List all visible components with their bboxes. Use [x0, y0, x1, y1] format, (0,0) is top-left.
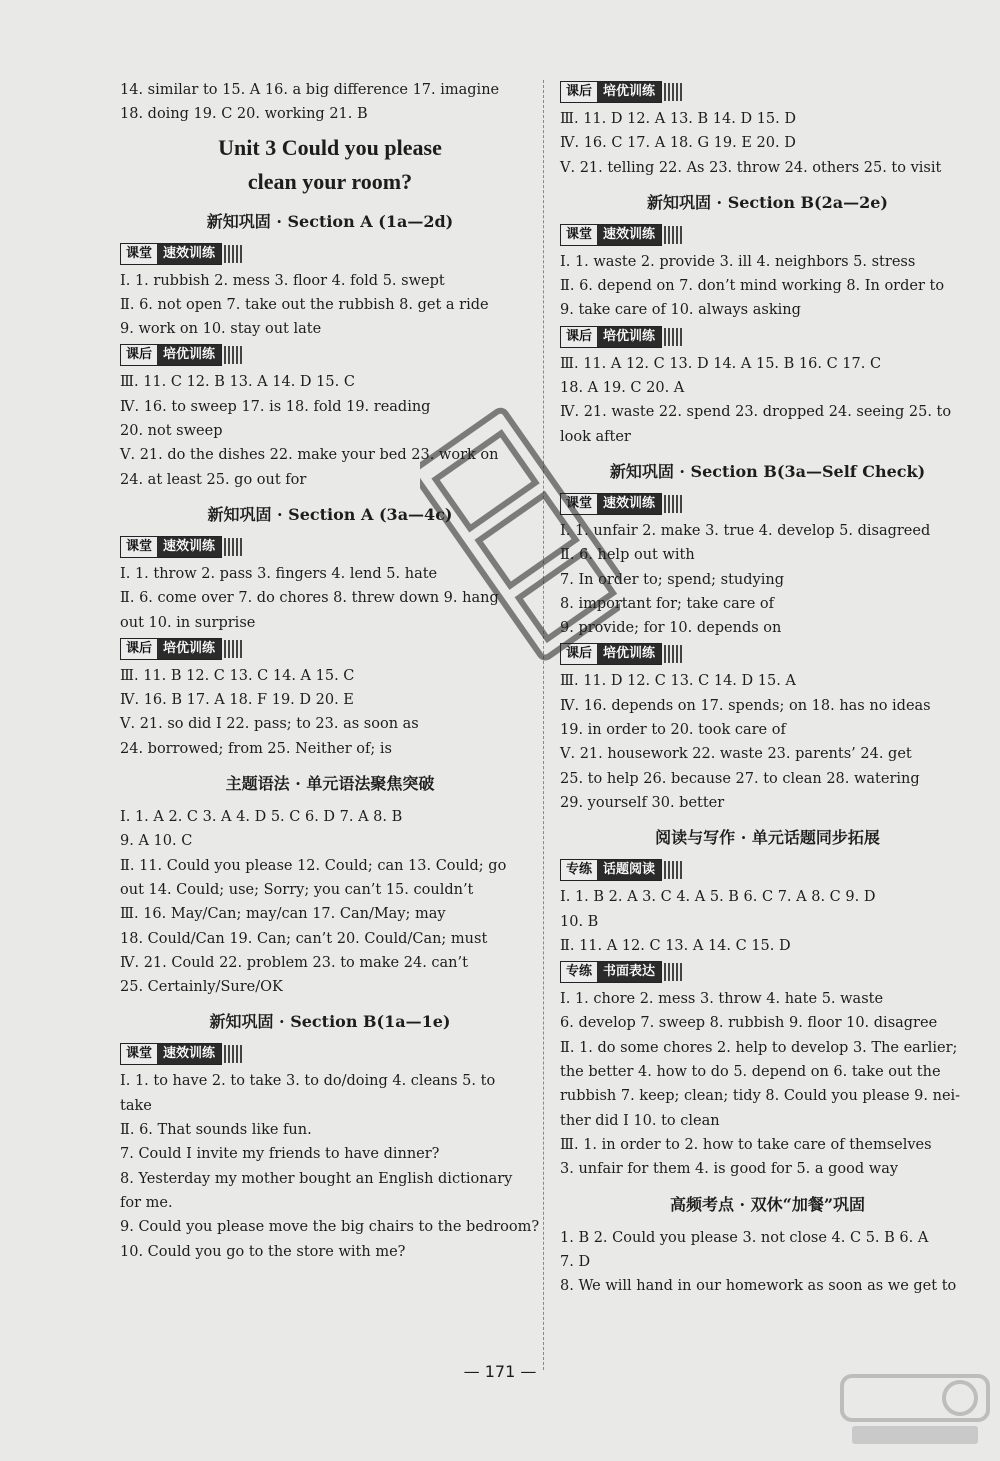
badge-label: 速效训练 — [597, 225, 661, 245]
badge-label: 课后 — [121, 345, 157, 365]
section-title: 主题语法 · 单元语法聚焦突破 — [225, 774, 435, 794]
answer-line: Ⅰ. 1. B 2. A 3. C 4. A 5. B 6. C 7. A 8. C 9. D — [560, 889, 876, 906]
answer-line: Ⅲ. 1. in order to 2. how to take care of themselves — [560, 1136, 932, 1153]
answer-line: Ⅰ. 1. throw 2. pass 3. fingers 4. lend 5. hate — [120, 565, 438, 582]
answer-line: 1. B 2. Could you please 3. not close 4. C 5. B 6. A — [560, 1229, 929, 1246]
answer-line: Ⅰ. 1. waste 2. provide 3. ill 4. neighbors 5. stress — [560, 253, 916, 270]
answer-line: 7. D — [560, 1253, 591, 1270]
answer-line: 8. We will hand in our homework as soon as we get to — [560, 1278, 957, 1295]
answer-line: Ⅱ. 6. not open 7. take out the rubbish 8. get a ride — [120, 296, 489, 313]
answer-line: 9. provide; for 10. depends on — [560, 620, 782, 637]
practice-badge — [120, 638, 540, 660]
badge-stripes — [664, 226, 682, 244]
answer-line: take — [120, 1097, 152, 1114]
answer-line: Ⅲ. 11. C 12. B 13. A 14. D 15. C — [120, 374, 355, 391]
answer-line: Ⅱ. 11. Could you please 12. Could; can 13. Could; go — [120, 857, 507, 874]
answer-line: Ⅳ. 16. B 17. A 18. F 19. D 20. E — [120, 692, 354, 709]
answer-line: Ⅴ. 21. telling 22. As 23. throw 24. others 25. to visit — [560, 159, 942, 176]
answer-line: the better 4. how to do 5. depend on 6. take out the — [560, 1064, 941, 1081]
badge-label: 培优训练 — [597, 327, 661, 347]
answer-line: 10. B — [560, 913, 599, 930]
unit-title — [120, 131, 540, 199]
badge-label: 培优训练 — [157, 639, 221, 659]
badge-stripes — [664, 861, 682, 879]
unit-title-line-1: Unit 3 Could you please — [218, 134, 442, 160]
answer-line: Ⅲ. 11. A 12. C 13. D 14. A 15. B 16. C 17. C — [560, 355, 882, 372]
badge-stripes — [664, 83, 682, 101]
badge-stripes — [664, 495, 682, 513]
answer-line: Ⅳ. 21. waste 22. spend 23. dropped 24. seeing 25. to — [560, 404, 952, 421]
badge-stripes — [224, 538, 242, 556]
answer-line: 9. Could you please move the big chairs to the bedroom? — [120, 1219, 540, 1236]
practice-badge — [560, 961, 975, 983]
badge-label: 培优训练 — [597, 82, 661, 102]
section-title: 阅读与写作 · 单元话题同步拓展 — [655, 828, 880, 848]
badge-label: 速效训练 — [157, 537, 221, 557]
answer-line: 19. in order to 20. took care of — [560, 722, 786, 739]
answer-line: 9. take care of 10. always asking — [560, 302, 801, 319]
badge-label: 课堂 — [121, 537, 157, 557]
answer-line: out 10. in surprise — [120, 614, 256, 631]
page-number: 171 — [484, 1362, 516, 1381]
answer-line: 18. Could/Can 19. Can; can’t 20. Could/Can; must — [120, 930, 488, 947]
left-column — [120, 78, 540, 1264]
section-title: 新知巩固 · Section B(2a—2e) — [646, 192, 888, 212]
badge-label: 速效训练 — [597, 494, 661, 514]
answer-line: Ⅱ. 6. That sounds like fun. — [120, 1122, 312, 1139]
site-watermark-icon — [840, 1371, 990, 1451]
answer-line: 3. unfair for them 4. is good for 5. a good way — [560, 1161, 899, 1178]
answer-line: Ⅴ. 21. housework 22. waste 23. parents’ 24. get — [560, 746, 912, 763]
badge-stripes — [664, 328, 682, 346]
answer-line: 7. In order to; spend; studying — [560, 571, 784, 588]
badge-label: 课后 — [561, 82, 597, 102]
column-divider — [543, 80, 544, 1370]
practice-badge — [120, 243, 540, 265]
badge-label: 课后 — [561, 644, 597, 664]
badge-label: 专练 — [561, 860, 597, 880]
answer-line: 9. A 10. C — [120, 833, 193, 850]
answer-line: 20. not sweep — [120, 423, 223, 440]
practice-badge — [120, 1043, 540, 1065]
badge-label: 书面表达 — [597, 962, 661, 982]
section-title: 新知巩固 · Section A (1a—2d) — [206, 211, 454, 231]
answer-line: Ⅱ. 1. do some chores 2. help to develop 3. The earlier; — [560, 1039, 958, 1056]
answer-line: Ⅲ. 11. B 12. C 13. C 14. A 15. C — [120, 667, 355, 684]
answer-line: 14. similar to 15. A 16. a big difference 17. imagine — [120, 82, 500, 98]
answer-line: rubbish 7. keep; clean; tidy 8. Could you please 9. nei- — [560, 1088, 961, 1105]
section-title: 高频考点 · 双休“加餐”巩固 — [669, 1194, 866, 1214]
section-title: 新知巩固 · Section B(1a—1e) — [209, 1012, 451, 1032]
answer-line: Ⅲ. 16. May/Can; may/can 17. Can/May; may — [120, 906, 446, 923]
badge-stripes — [224, 245, 242, 263]
answer-line: Ⅰ. 1. chore 2. mess 3. throw 4. hate 5. waste — [560, 991, 884, 1008]
answer-line: Ⅴ. 21. do the dishes 22. make your bed 23. work on — [120, 447, 499, 464]
badge-label: 培优训练 — [157, 345, 221, 365]
answer-line: ther did I 10. to clean — [560, 1112, 720, 1129]
answer-line: 7. Could I invite my friends to have dinner? — [120, 1146, 440, 1163]
section-title: 新知巩固 · Section B(3a—Self Check) — [609, 461, 926, 481]
practice-badge — [560, 643, 975, 665]
practice-badge — [120, 536, 540, 558]
badge-label: 课堂 — [561, 494, 597, 514]
badge-stripes — [664, 645, 682, 663]
answer-line: Ⅱ. 6. depend on 7. don’t mind working 8. In order to — [560, 278, 945, 295]
practice-badge — [560, 81, 975, 103]
badge-label: 课堂 — [121, 1044, 157, 1064]
answer-line: Ⅲ. 11. D 12. C 13. C 14. D 15. A — [560, 673, 796, 690]
badge-stripes — [224, 1045, 242, 1063]
answer-line: 9. work on 10. stay out late — [120, 321, 322, 338]
answer-line: Ⅲ. 11. D 12. A 13. B 14. D 15. D — [560, 111, 796, 127]
answer-line: look after — [560, 428, 631, 445]
practice-badge — [560, 224, 975, 246]
page-footer: — 171 — — [463, 1362, 537, 1381]
badge-label: 速效训练 — [157, 1044, 221, 1064]
badge-stripes — [224, 346, 242, 364]
answer-line: Ⅳ. 21. Could 22. problem 23. to make 24. can’t — [120, 954, 468, 971]
answer-line: Ⅱ. 6. come over 7. do chores 8. threw down 9. hang — [120, 590, 499, 607]
unit-title-line-2: clean your room? — [247, 168, 413, 194]
answer-line: 8. Yesterday my mother bought an English dictionary — [120, 1170, 513, 1187]
badge-label: 培优训练 — [597, 644, 661, 664]
answer-line: 24. borrowed; from 25. Neither of; is — [120, 740, 392, 757]
answer-line: Ⅴ. 21. so did I 22. pass; to 23. as soon as — [120, 716, 419, 733]
badge-label: 课堂 — [561, 225, 597, 245]
practice-badge — [560, 859, 975, 881]
answer-line: for me. — [120, 1194, 173, 1211]
answer-line: 29. yourself 30. better — [560, 794, 725, 811]
badge-label: 课后 — [121, 639, 157, 659]
answer-line: 25. to help 26. because 27. to clean 28. watering — [560, 770, 920, 787]
answer-line: Ⅳ. 16. to sweep 17. is 18. fold 19. reading — [120, 398, 431, 415]
badge-label: 课后 — [561, 327, 597, 347]
answer-line: Ⅱ. 6. help out with — [560, 547, 695, 564]
answer-line: 10. Could you go to the store with me? — [120, 1243, 406, 1260]
answer-line: 18. A 19. C 20. A — [560, 380, 685, 397]
answer-line: Ⅱ. 11. A 12. C 13. A 14. C 15. D — [560, 937, 791, 954]
answer-line: 8. important for; take care of — [560, 595, 774, 612]
practice-badge — [560, 493, 975, 515]
answer-line: out 14. Could; use; Sorry; you can’t 15. couldn’t — [120, 881, 474, 898]
badge-label: 速效训练 — [157, 244, 221, 264]
answer-line: Ⅰ. 1. rubbish 2. mess 3. floor 4. fold 5. swept — [120, 272, 445, 289]
answer-line: Ⅳ. 16. C 17. A 18. G 19. E 20. D — [560, 135, 796, 152]
badge-label: 专练 — [561, 962, 597, 982]
answer-line: Ⅰ. 1. unfair 2. make 3. true 4. develop 5. disagreed — [560, 522, 931, 539]
badge-stripes — [224, 640, 242, 658]
answer-line: 24. at least 25. go out for — [120, 471, 307, 488]
section-title: 新知巩固 · Section A (3a—4c) — [207, 504, 453, 524]
answer-line: 25. Certainly/Sure/OK — [120, 979, 283, 996]
right-column — [560, 78, 975, 1298]
answer-line: 6. develop 7. sweep 8. rubbish 9. floor 10. disagree — [560, 1015, 938, 1032]
badge-stripes — [664, 963, 682, 981]
answer-line: Ⅰ. 1. A 2. C 3. A 4. D 5. C 6. D 7. A 8. B — [120, 809, 403, 826]
badge-label: 课堂 — [121, 244, 157, 264]
badge-label: 话题阅读 — [597, 860, 661, 880]
answer-line: Ⅰ. 1. to have 2. to take 3. to do/doing 4. cleans 5. to — [120, 1073, 496, 1090]
practice-badge — [120, 344, 540, 366]
practice-badge — [560, 326, 975, 348]
answer-line: Ⅳ. 16. depends on 17. spends; on 18. has no ideas — [560, 697, 931, 714]
answer-line: 18. doing 19. C 20. working 21. B — [120, 106, 368, 123]
